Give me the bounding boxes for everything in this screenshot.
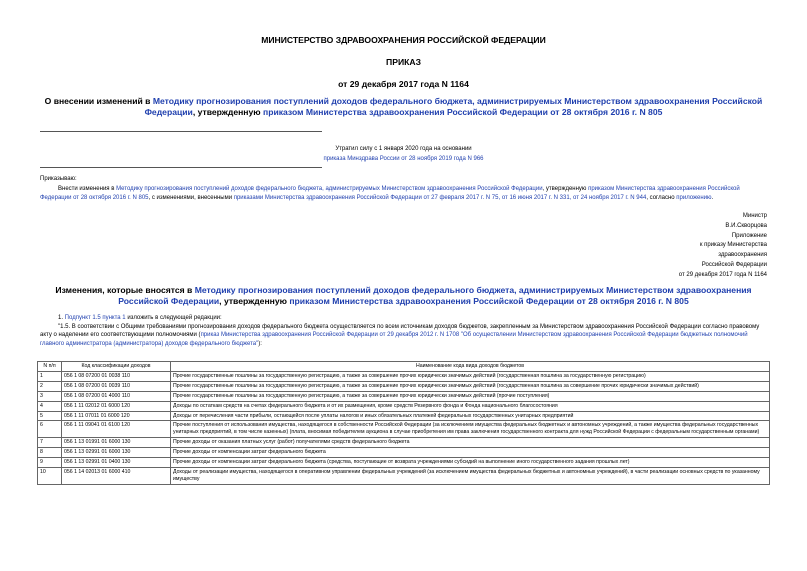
row-name: Прочие доходы от компенсации затрат федерального бюджета xyxy=(171,448,770,458)
row-name: Доходы по остаткам средств на счетах федерального бюджета и от их размещения, кроме средств Резервного фонда и Фонда национального благосостояния xyxy=(171,401,770,411)
appendix-date: от 29 декабря 2017 года N 1164 xyxy=(678,271,767,278)
income-codes-table xyxy=(37,361,770,485)
item-text: "1.5. В соответствии с Общими требованиями прогнозирования доходов федерального бюджета осуществляется по всем источникам доходов бюджетов, закрепленным за Министерством здравоохранения Российской Федерации согласно правовому акту о наделении его соответствующими полномочиями ( xyxy=(40,323,760,339)
signature-role: Министр xyxy=(742,213,767,219)
item-text: 1. xyxy=(58,315,65,321)
row-name: Прочие поступления от использования имущества, находящегося в собственности Российской Федерации (за исключением имущества федеральных бюджетных и автономных учреждений, а также имущества федеральных государственных унитарных предприятий, в том числе казенных) (плата, вносимая победителем аукциона в случае приобретения им права заключения государственного контракта для нужд Российской Федерации с федеральным государственным органами) xyxy=(171,421,770,438)
row-name: Прочие государственные пошлины за государственную регистрацию, а также за совершение прочих юридически значимых действий (государственная пошлина за совершение прочих юридически значимых действий) xyxy=(171,381,770,391)
title-link-methodology[interactable]: Методику прогнозирования поступлений доходов федерального бюджета, администрируемых Министерством здравоохранения Российской Федерации xyxy=(144,96,763,117)
row-name: Доходы от реализации имущества, находящегося в оперативном управлении федеральных учреждений (за исключением имущества федеральных бюджетных и автономных учреждений), в части реализации основных средств по указанному имуществу xyxy=(171,467,770,484)
heading-text: Изменения, которые вносятся в xyxy=(55,285,195,295)
body-link-amendments[interactable]: приказами Министерства здравоохранения Российской Федерации от 27 февраля 2017 г. N 75, от 16 июня 2017 г. N 331, от 24 ноября 2017 г. N 944 xyxy=(233,195,647,201)
row-number: 3 xyxy=(38,391,62,401)
row-code: 056 1 13 01991 01 6000 130 xyxy=(62,438,171,448)
appendix-to-order: к приказу Министерства xyxy=(699,242,767,249)
item-1-link[interactable]: Подпункт 1.5 пункта 1 xyxy=(64,315,126,321)
appendix-label: Приложение xyxy=(731,232,767,239)
order-paragraph xyxy=(40,185,768,204)
body-text: Внести изменения в xyxy=(58,185,117,192)
table-row xyxy=(38,411,770,421)
row-code: 056 1 13 02991 01 6000 130 xyxy=(62,448,171,458)
row-code: 056 1 08 07200 01 0038 110 xyxy=(62,371,171,381)
document-date: от 29 декабря 2017 года N 1164 xyxy=(338,79,469,89)
body-link-appendix[interactable]: приложению xyxy=(676,195,712,201)
row-name: Прочие государственные пошлины за государственную регистрацию, а также за совершение прочих юридически значимых действий (государственная пошлина за государственную регистрацию) xyxy=(171,371,770,381)
header-number: N п/п xyxy=(38,362,62,372)
table-row xyxy=(38,371,770,381)
row-code: 056 1 08 07200 01 0039 110 xyxy=(62,381,171,391)
row-number: 10 xyxy=(38,467,62,484)
order-body xyxy=(40,175,768,204)
table-row xyxy=(38,401,770,411)
table-row xyxy=(38,391,770,401)
row-name: Доходы от перечисления части прибыли, остающейся после уплаты налогов и иных обязательных платежей федеральных государственных унитарных предприятий xyxy=(171,411,770,421)
status-text: Утратил силу с 1 января 2020 года на основании xyxy=(335,146,472,152)
table-row xyxy=(38,381,770,391)
row-number: 1 xyxy=(38,371,62,381)
body-text: , с изменениями, внесенными xyxy=(148,195,234,201)
appendix-health: здравоохранения xyxy=(718,252,767,259)
row-number: 2 xyxy=(38,381,62,391)
row-code: 056 1 11 09041 01 6100 120 xyxy=(62,421,171,438)
body-text: , согласно xyxy=(646,195,677,201)
divider xyxy=(40,131,322,132)
title-text: О внесении изменений в xyxy=(44,96,153,106)
item-text: ): xyxy=(258,340,262,347)
body-link-methodology[interactable]: Методику прогнозирования поступлений доходов федерального бюджета, администрируемых Министерством здравоохранения Российской Федерации xyxy=(116,185,543,192)
item-text: изложить в следующей редакции: xyxy=(125,315,222,321)
order-word: Приказываю: xyxy=(40,176,77,182)
table-row xyxy=(38,467,770,484)
changes-link-methodology[interactable]: Методику прогнозирования поступлений доходов федерального бюджета, администрируемых Министерством здравоохранения Российской Федерации xyxy=(118,285,752,306)
row-name: Прочие доходы от оказания платных услуг (работ) получателями средств федерального бюджета xyxy=(171,438,770,448)
row-name: Прочие доходы от компенсации затрат федерального бюджета (средства, поступающие от возврата учреждениями субсидий на выполнение иного государственного задания прошлых лет) xyxy=(171,458,770,468)
item-1-5-link[interactable]: приказ Министерства здравоохранения Российской Федерации от 29 декабря 2012 г. N 1708 "Об осуществлении Министерством здравоохранения Российской Федерации бюджетных полномочий главного администратора (администратора) доходов федерального бюджета" xyxy=(40,332,748,347)
header-code: Код классификации доходов xyxy=(62,362,171,372)
body-text: , утвержденную xyxy=(542,185,589,192)
table-row xyxy=(38,421,770,438)
status-note xyxy=(0,144,807,164)
body-text: . xyxy=(711,195,714,201)
row-code: 056 1 13 02991 01 0400 130 xyxy=(62,458,171,468)
row-number: 7 xyxy=(38,438,62,448)
changes-heading xyxy=(40,285,767,307)
row-name: Прочие государственные пошлины за государственную регистрацию, а также за совершение прочих юридически значимых действий (прочие поступления) xyxy=(171,391,770,401)
signature-name: В.И.Скворцова xyxy=(725,222,767,229)
row-number: 8 xyxy=(38,448,62,458)
header-name: Наименование кода вида доходов бюджетов xyxy=(171,362,770,372)
item-1 xyxy=(40,314,768,323)
document-title xyxy=(40,96,767,118)
row-code: 056 1 11 07011 01 6000 120 xyxy=(62,411,171,421)
row-number: 5 xyxy=(38,411,62,421)
changes-body xyxy=(40,314,768,348)
changes-link-order[interactable]: приказом Министерства здравоохранения Российской Федерации от 28 октября 2016 г. N 805 xyxy=(289,296,689,306)
row-code: 056 1 14 02013 01 6000 410 xyxy=(62,467,171,484)
title-link-order[interactable]: приказом Министерства здравоохранения Российской Федерации от 28 октября 2016 г. N 805 xyxy=(263,107,663,117)
appendix-rf: Российской Федерации xyxy=(701,261,767,268)
row-number: 4 xyxy=(38,401,62,411)
row-number: 6 xyxy=(38,421,62,438)
table-row xyxy=(38,458,770,468)
table-row xyxy=(38,438,770,448)
heading-text: , утвержденную xyxy=(219,296,290,306)
divider xyxy=(40,167,322,168)
row-code: 056 1 11 02012 01 6000 120 xyxy=(62,401,171,411)
table-row xyxy=(38,448,770,458)
title-text: , утвержденную xyxy=(192,107,263,117)
status-link[interactable]: приказа Минздрава России от 28 ноября 2019 года N 966 xyxy=(323,156,484,162)
signature-block xyxy=(679,212,767,281)
table-header-row xyxy=(38,362,770,372)
row-code: 056 1 08 07200 01 4000 110 xyxy=(62,391,171,401)
document-type: ПРИКАЗ xyxy=(386,57,421,67)
ministry-heading: МИНИСТЕРСТВО ЗДРАВООХРАНЕНИЯ РОССИЙСКОЙ ФЕДЕРАЦИИ xyxy=(261,35,546,45)
body-link-order[interactable]: приказом Министерства здравоохранения Российской Федерации от 28 октября 2016 г. N 805 xyxy=(40,185,740,201)
item-1-5 xyxy=(40,323,768,349)
row-number: 9 xyxy=(38,458,62,468)
